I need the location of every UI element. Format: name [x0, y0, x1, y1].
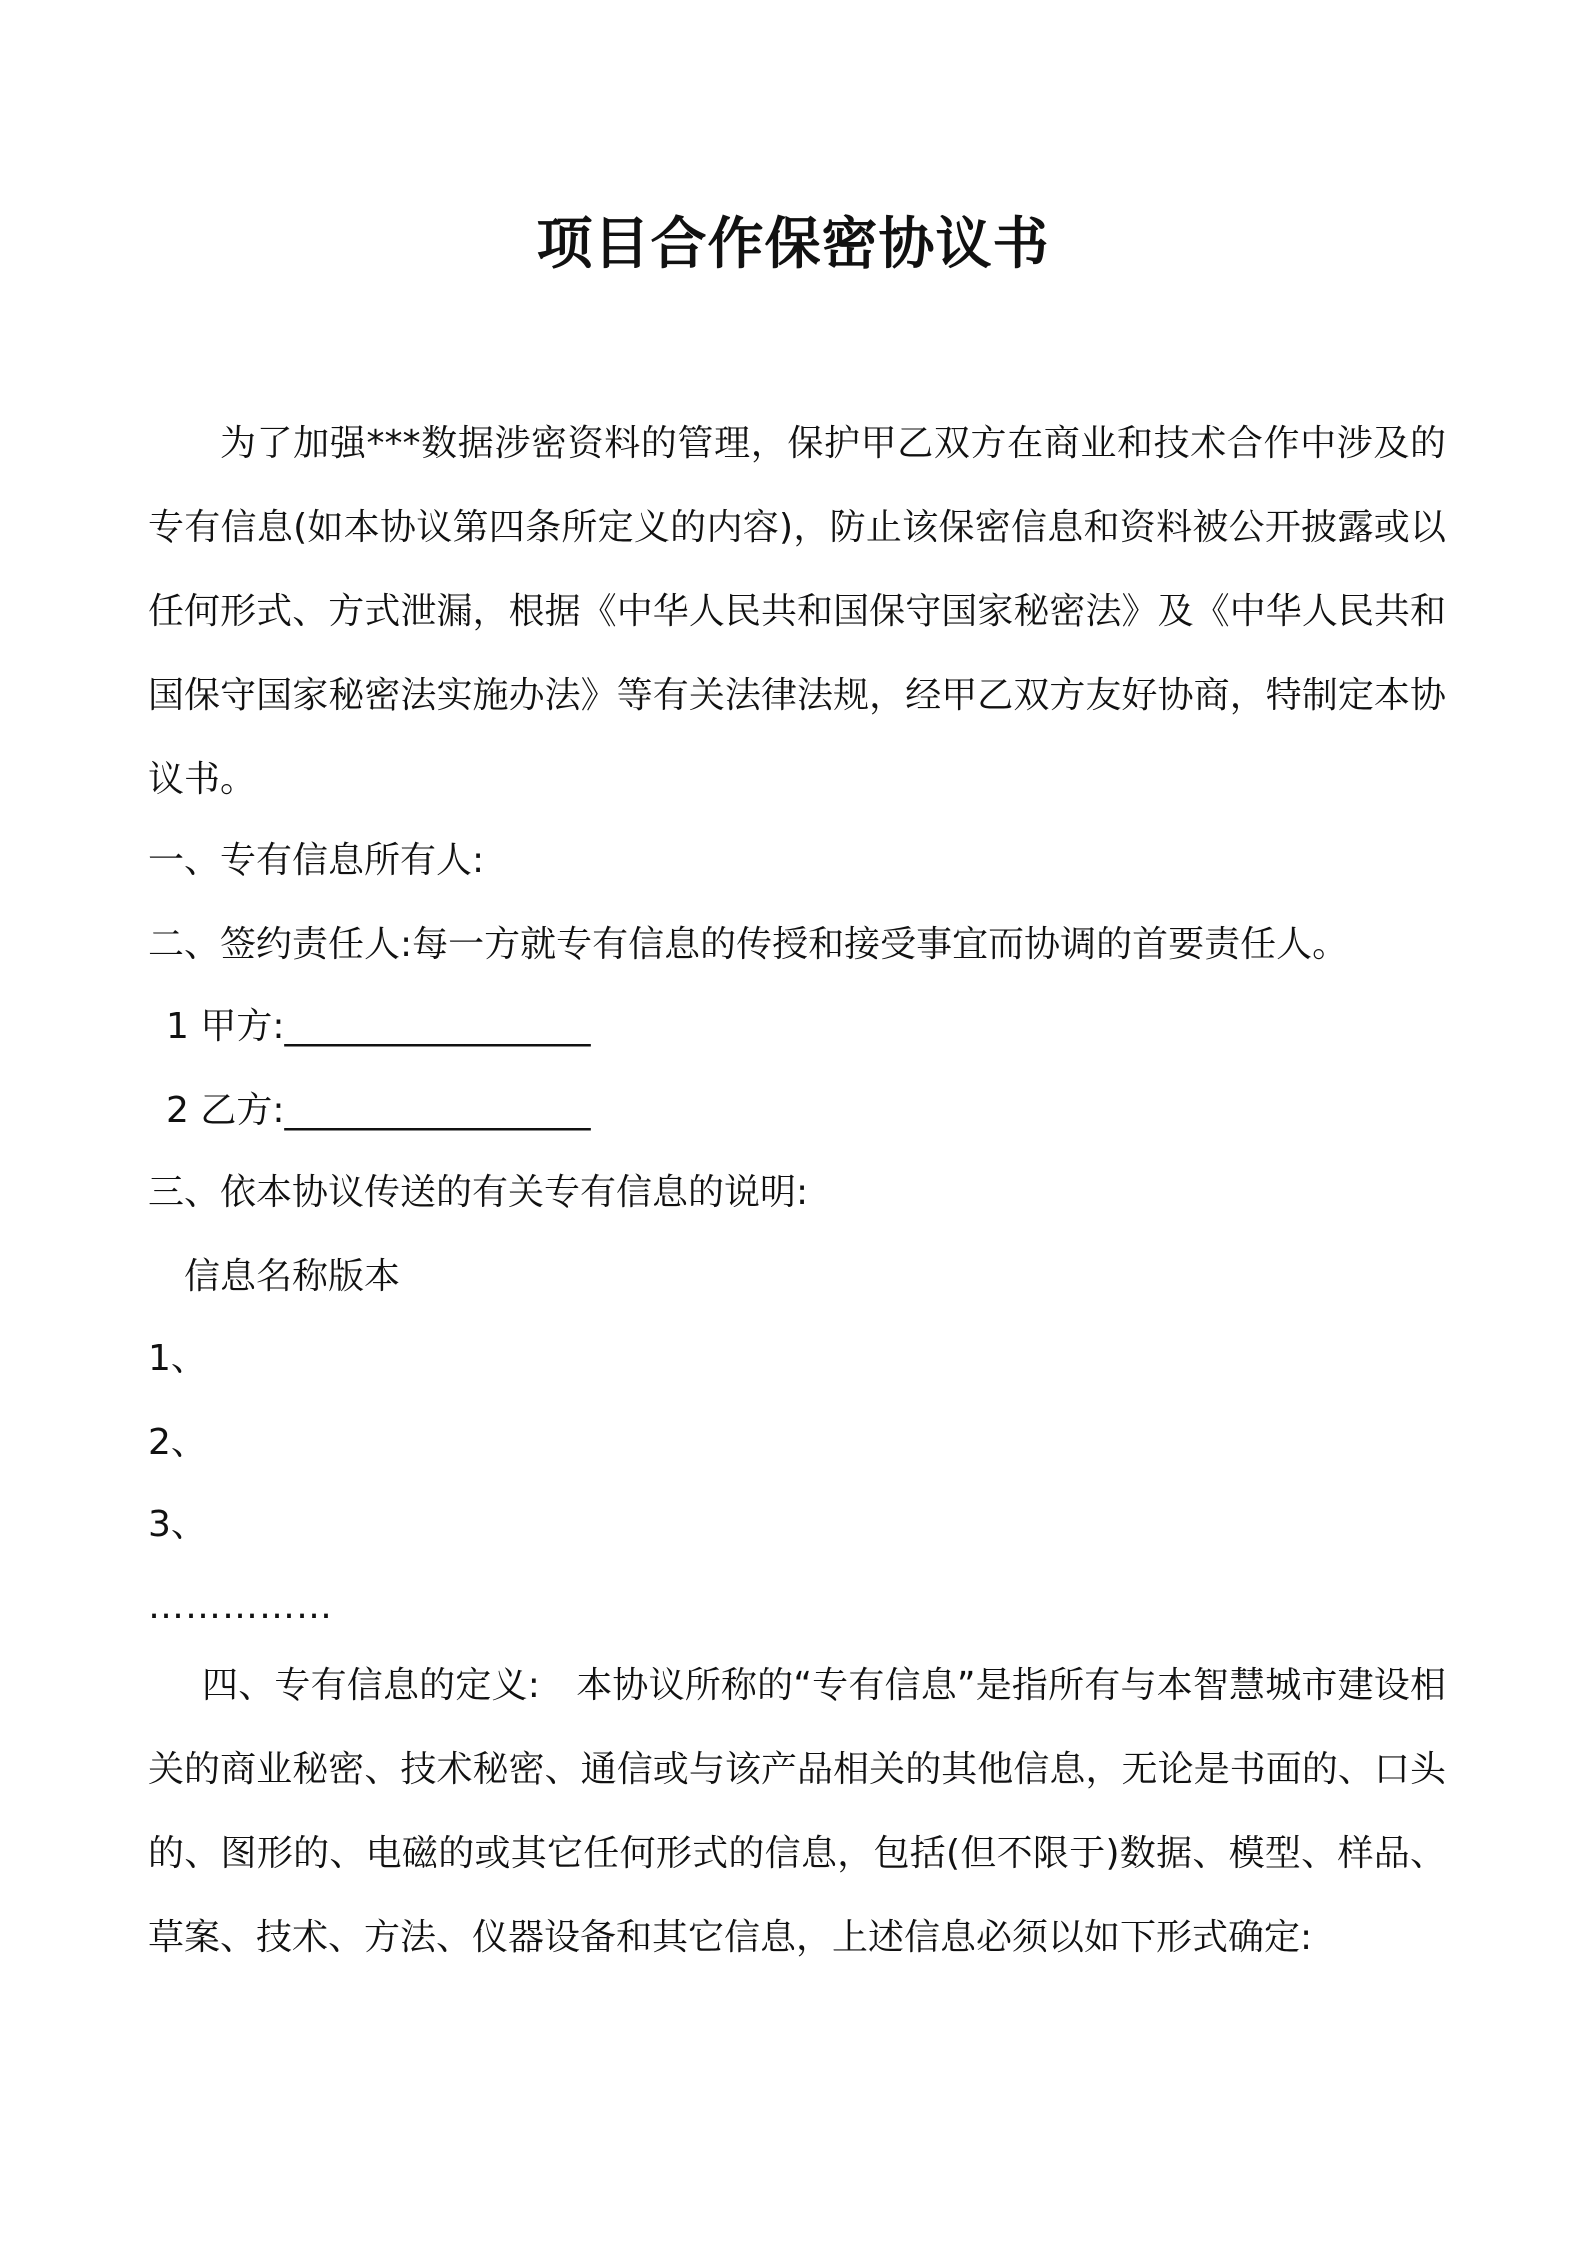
section-1-heading: 一、专有信息所有人:: [148, 840, 485, 881]
section-3-heading: 三、依本协议传送的有关专有信息的说明:: [148, 1172, 809, 1213]
info-ellipsis: ……………: [148, 1586, 333, 1627]
info-item-2: 2、: [148, 1422, 207, 1463]
intro-paragraph-block: [148, 402, 1446, 822]
document-title: 项目合作保密协议书: [536, 212, 1050, 277]
info-table-header: 信息名称版本: [184, 1256, 401, 1297]
intro-paragraph: 为了加强***数据涉密资料的管理，保护甲乙双方在商业和技术合作中涉及的专有信息(如本协议第四条所定义的内容)，防止该保密信息和资料被公开披露或以任何形式、方式泄漏，根据《中华人民共和国保守国家秘密法》及《中华人民共和国保守国家秘密法实施办法》等有关法律法规，经甲乙双方友好协商，特制定本协议书。: [148, 423, 1446, 800]
party-a-line: 1 甲方:_________________: [166, 1006, 591, 1047]
info-item-3: 3、: [148, 1504, 207, 1545]
section-4-paragraph: 四、专有信息的定义: 本协议所称的“专有信息”是指所有与本智慧城市建设相关的商业秘密、技术秘密、通信或与该产品相关的其他信息，无论是书面的、口头的、图形的、电磁的或其它任何形式的信息，包括(但不限于)数据、模型、样品、草案、技术、方法、仪器设备和其它信息，上述信息必须以如下形式确定:: [148, 1665, 1446, 1958]
section-2-heading: 二、签约责任人:每一方就专有信息的传授和接受事宜而协调的首要责任人。: [148, 924, 1349, 965]
info-item-1: 1、: [148, 1338, 207, 1379]
party-b-line: 2 乙方:_________________: [166, 1090, 591, 1131]
section-4-block: [148, 1644, 1446, 1980]
